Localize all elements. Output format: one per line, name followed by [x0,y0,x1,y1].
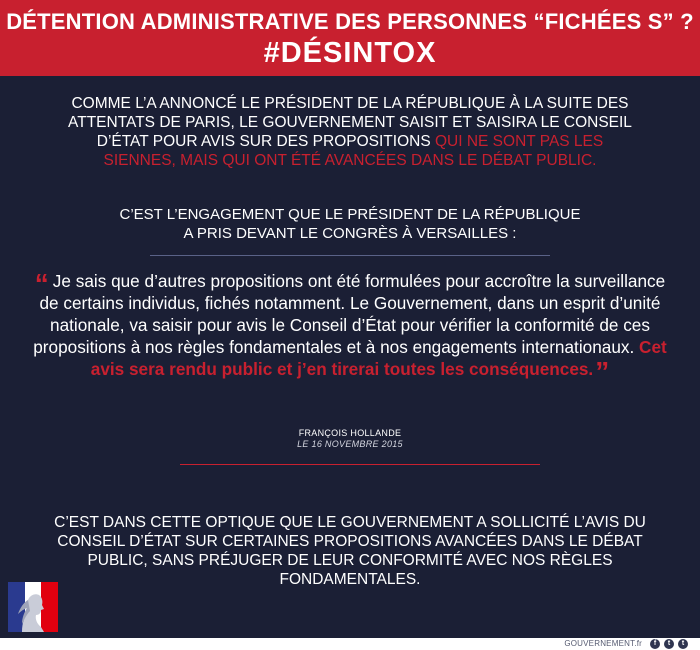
gouvernement-brand-link[interactable]: GOUVERNEMENT.fr [564,639,642,648]
engagement-line-2: A PRIS DEVANT LE CONGRÈS À VERSAILLES : [183,225,517,242]
quote-date: LE 16 NOVEMBRE 2015 [297,439,403,449]
tumblr-icon[interactable]: t [678,639,688,649]
engagement-paragraph [60,205,640,243]
open-quote-mark: “ [34,268,49,299]
presidential-quote [28,268,672,387]
twitter-icon[interactable]: t [664,639,674,649]
quote-highlight: Cet avis sera rendu public et j’en tirerai toutes les conséquences. [90,337,667,379]
intro-highlight: QUI NE SONT PAS LES SIENNES, MAIS QUI ONT ÉTÉ AVANCÉES DANS LE DÉBAT PUBLIC. [103,133,604,169]
quote-text: Je sais que d’autres propositions ont été formulées pour accroître la surveillance de certains individus, fichés notamment. Le Gouvernement, dans un esprit d’unité nationale, va saisir pour avis le Conseil d’État pour vérifier la conformité de ces propositions à nos règles fondamentales et à nos engagements internationaux. [33,271,666,357]
hashtag: #DÉSINTOX [263,37,437,69]
header-banner [0,0,700,76]
intro-paragraph [60,94,640,170]
engagement-line-1: C’EST L’ENGAGEMENT QUE LE PRÉSIDENT DE LA RÉPUBLIQUE [119,206,581,223]
footer-bar [0,638,700,650]
marianne-logo [8,582,58,632]
divider-top [150,255,550,256]
close-quote-mark: ” [595,356,610,387]
divider-bottom [180,464,540,465]
author-name: FRANÇOIS HOLLANDE [298,428,402,438]
conclusion-paragraph: C’EST DANS CETTE OPTIQUE QUE LE GOUVERNEMENT A SOLLICITÉ L’AVIS DU CONSEIL D’ÉTAT SUR CERTAINES PROPOSITIONS AVANCÉES DANS LE DÉBAT PUBLIC, SANS PRÉJUGER DE LEUR CONFORMITÉ AVEC NOS RÈGLES FONDAMENTALES. [54,514,646,588]
facebook-icon[interactable]: f [650,639,660,649]
intro-text: COMME L’A ANNONCÉ LE PRÉSIDENT DE LA RÉPUBLIQUE À LA SUITE DES ATTENTATS DE PARIS, LE GOUVERNEMENT SAISIT ET SAISIRA LE CONSEIL D’ÉTAT POUR AVIS SUR DES PROPOSITIONS [68,95,632,150]
page-title: DÉTENTION ADMINISTRATIVE DES PERSONNES “FICHÉES S” ? [6,9,694,34]
quote-attribution [200,428,500,450]
